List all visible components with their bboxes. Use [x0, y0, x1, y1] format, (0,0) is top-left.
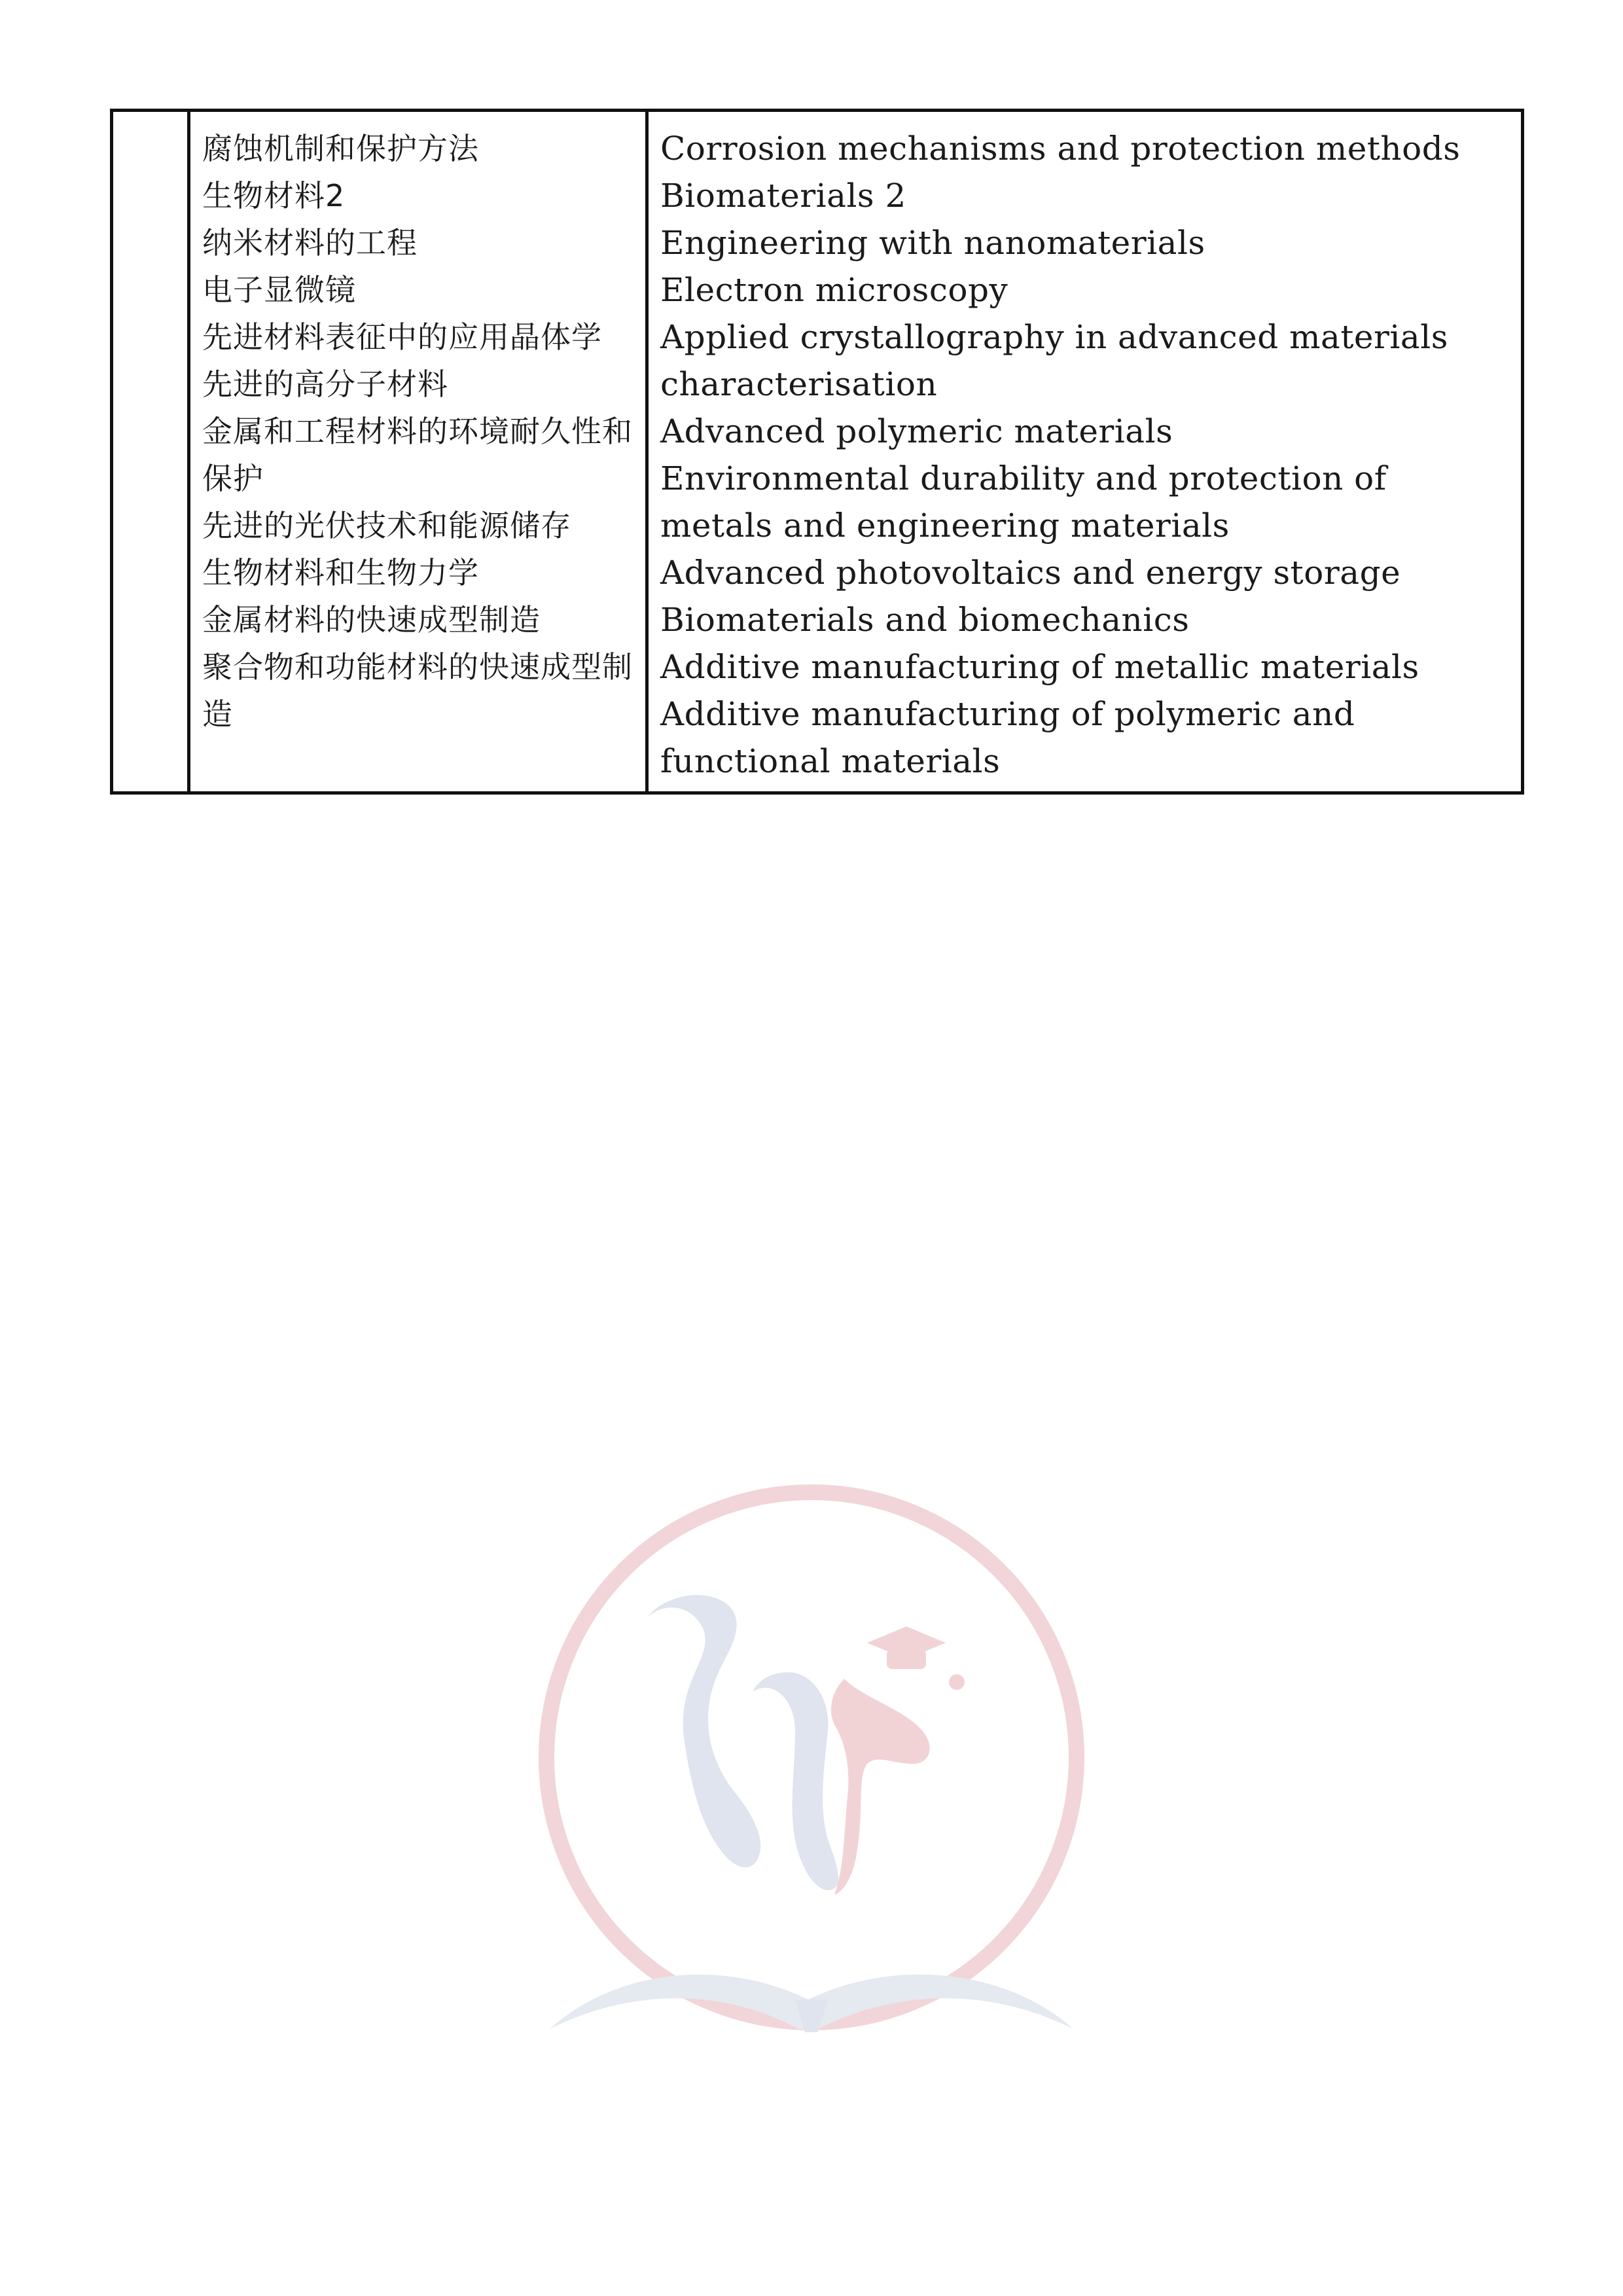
list-item: Additive manufacturing of polymeric and functional materials	[660, 695, 1355, 780]
graduation-cap-tassel	[949, 1674, 965, 1690]
list-item: Electron microscopy	[660, 271, 1008, 309]
education-logo-watermark-icon	[537, 1482, 1086, 2032]
list-item: 先进的高分子材料	[202, 367, 448, 402]
list-item: 金属材料的快速成型制造	[202, 602, 541, 637]
list-item: 金属和工程材料的环境耐久性和保护	[202, 414, 633, 496]
list-item: Advanced photovoltaics and energy storage	[660, 554, 1401, 592]
list-item: 腐蚀机制和保护方法	[202, 131, 479, 166]
table-row	[112, 111, 1523, 793]
watermark-letter-middle	[753, 1672, 838, 1890]
list-item: Engineering with nanomaterials	[660, 224, 1205, 262]
list-item: 先进材料表征中的应用晶体学	[202, 319, 602, 355]
course-table	[110, 109, 1524, 795]
list-item: 先进的光伏技术和能源储存	[202, 508, 571, 543]
list-item: Corrosion mechanisms and protection methods	[660, 130, 1461, 168]
list-item: Biomaterials and biomechanics	[660, 601, 1190, 639]
list-item: 聚合物和功能材料的快速成型制造	[202, 649, 633, 732]
watermark-letter-left	[648, 1595, 760, 1867]
english-course-cell	[647, 111, 1523, 793]
list-item: 生物材料2	[202, 178, 346, 213]
list-item: Environmental durability and protection of metals and engineering materials	[660, 459, 1387, 545]
list-item: Advanced polymeric materials	[660, 412, 1173, 450]
chinese-course-cell	[189, 111, 647, 793]
english-course-list	[660, 125, 1509, 785]
list-item: Biomaterials 2	[660, 177, 906, 215]
list-item: Additive manufacturing of metallic materials	[660, 648, 1419, 686]
list-item: 纳米材料的工程	[202, 225, 418, 260]
list-item: 生物材料和生物力学	[202, 555, 479, 590]
chinese-course-list	[202, 125, 633, 738]
list-item: 电子显微镜	[202, 272, 356, 308]
list-item: Applied crystallography in advanced materials characterisation	[660, 318, 1448, 403]
index-cell	[112, 111, 189, 793]
graduation-cap-base	[887, 1649, 926, 1669]
watermark-figure	[831, 1679, 930, 1895]
